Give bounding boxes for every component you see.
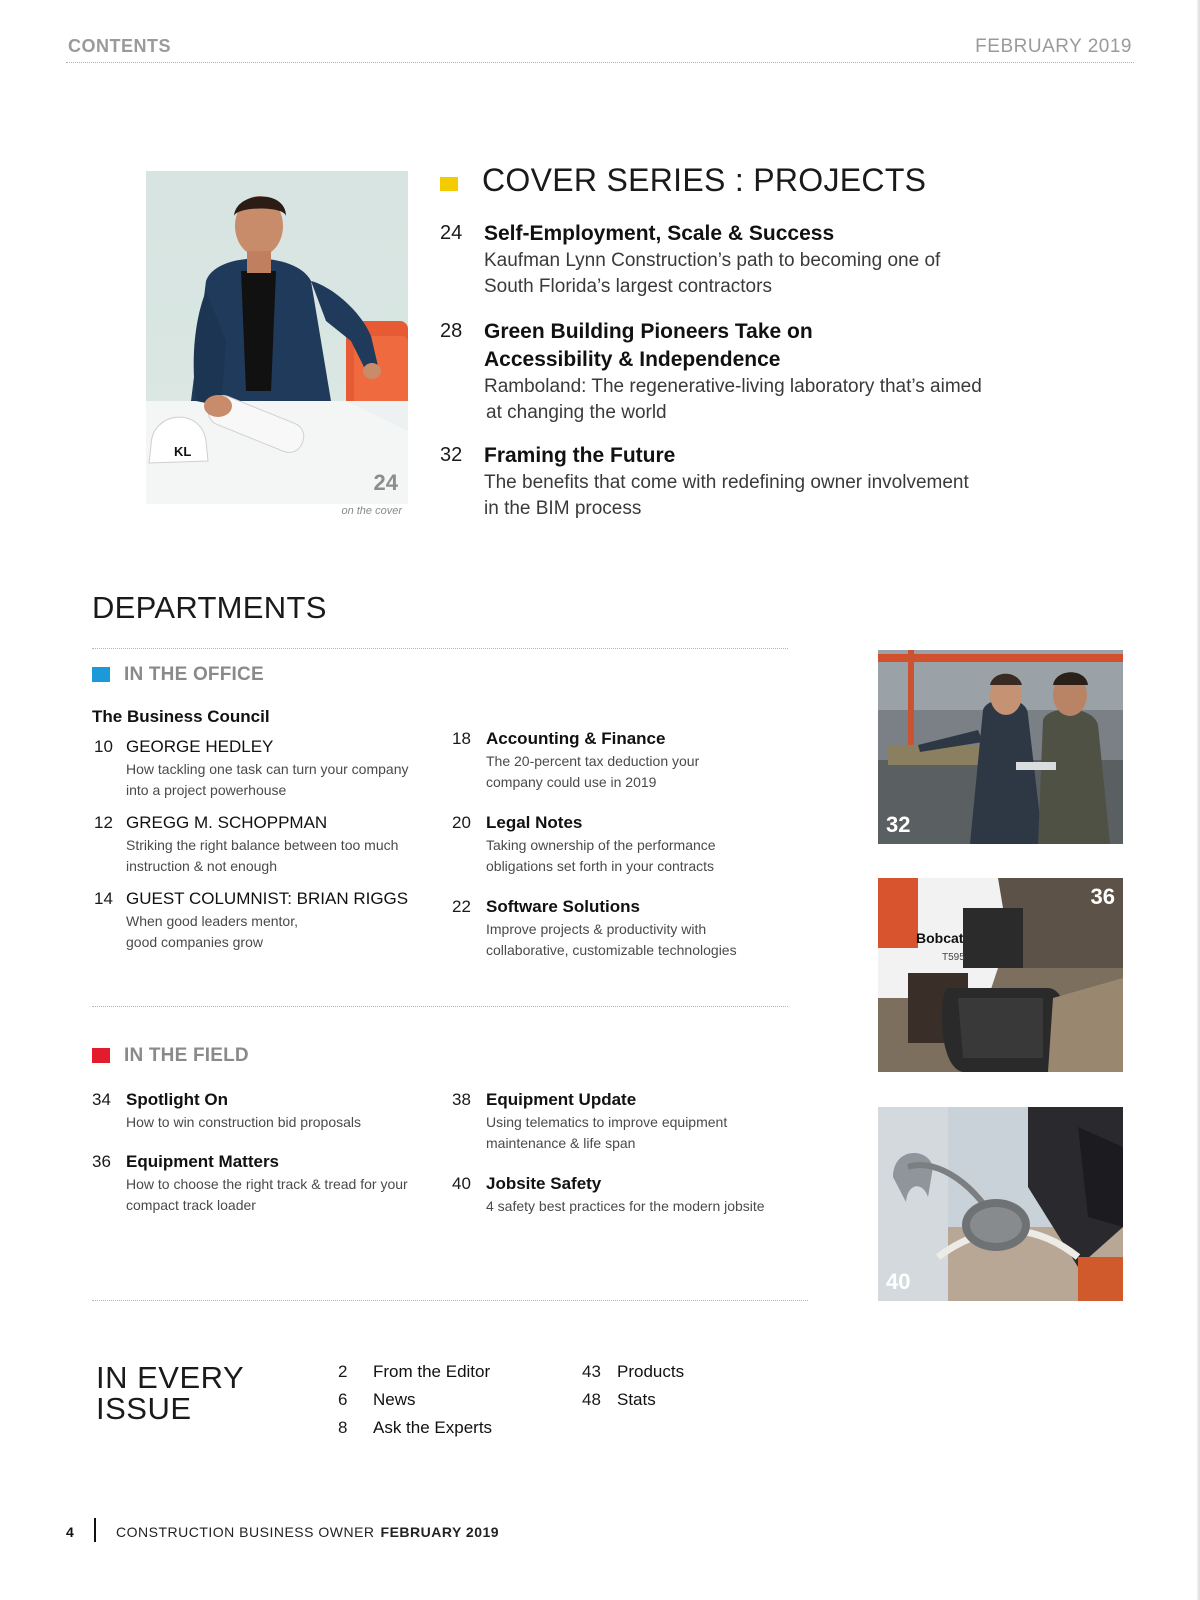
item-title: Software Solutions — [486, 897, 640, 916]
section-divider — [92, 1300, 808, 1301]
cover-illustration — [146, 171, 408, 504]
every-issue-page: 6 — [338, 1390, 348, 1409]
every-issue-page: 48 — [582, 1390, 601, 1409]
item-page-number: 40 — [452, 1174, 471, 1193]
item-title: GREGG M. SCHOPPMAN — [126, 813, 328, 832]
every-issue-label: Products — [617, 1362, 685, 1381]
story-page-number: 24 — [440, 222, 463, 244]
story-page-number: 32 — [440, 444, 463, 466]
item-title: Accounting & Finance — [486, 729, 666, 748]
every-issue-page: 2 — [338, 1362, 348, 1381]
item-page-number: 22 — [452, 897, 471, 916]
item-desc-line: Striking the right balance between too much — [126, 837, 399, 853]
every-issue-page: 43 — [582, 1362, 601, 1381]
item-desc-line: into a project powerhouse — [126, 782, 287, 798]
every-issue-title-line: IN EVERY — [96, 1360, 245, 1395]
section-divider — [92, 648, 788, 649]
cover-caption: on the cover — [341, 505, 402, 517]
every-issue-title-line: ISSUE — [96, 1391, 192, 1426]
track-loader-illustration — [878, 878, 1123, 1072]
section-divider — [92, 1006, 788, 1007]
photo-track-loader[interactable] — [878, 878, 1123, 1072]
story-desc-line: The benefits that come with redefining owner involvement — [484, 472, 969, 493]
bobcat-logo: Bobcat — [916, 930, 964, 946]
item-page-number: 38 — [452, 1090, 471, 1109]
story-title-line: Accessibility & Independence — [484, 348, 781, 371]
footer-date: FEBRUARY 2019 — [380, 1524, 500, 1540]
item-desc-line: How to win construction bid proposals — [126, 1114, 362, 1130]
cover-photo[interactable] — [146, 171, 408, 504]
story-desc-line: Kaufman Lynn Construction’s path to becoming one of — [484, 250, 941, 271]
section-label: CONTENTS — [68, 36, 171, 56]
header-divider — [66, 62, 1134, 63]
item-page-number: 14 — [94, 889, 113, 908]
item-desc-line: When good leaders mentor, — [126, 913, 298, 929]
item-desc-line: maintenance & life span — [486, 1135, 636, 1151]
item-desc-line: Using telematics to improve equipment — [486, 1114, 728, 1130]
every-issue-label: News — [373, 1390, 416, 1409]
story-desc-line: South Florida’s largest contractors — [484, 276, 772, 297]
cover-page-number: 24 — [373, 470, 398, 495]
footer-magazine — [116, 1524, 499, 1540]
story-title: Framing the Future — [484, 444, 676, 467]
photo-safety-harness[interactable] — [878, 1107, 1123, 1301]
safety-harness-illustration — [878, 1107, 1123, 1301]
item-page-number: 10 — [94, 737, 113, 756]
story-title: Self-Employment, Scale & Success — [484, 222, 835, 245]
cover-series-bullet — [440, 177, 458, 191]
item-desc-line: company could use in 2019 — [486, 774, 657, 790]
item-desc-line: instruction & not enough — [126, 858, 277, 874]
item-desc-line: How tackling one task can turn your company — [126, 761, 409, 777]
every-issue-label: Ask the Experts — [373, 1418, 493, 1437]
item-desc-line: How to choose the right track & tread for your — [126, 1176, 408, 1192]
every-issue-page: 8 — [338, 1418, 348, 1437]
every-issue-label: From the Editor — [373, 1362, 491, 1381]
workers-illustration — [878, 650, 1123, 844]
photo-workers[interactable] — [878, 650, 1123, 844]
item-page-number: 36 — [92, 1152, 111, 1171]
item-page-number: 34 — [92, 1090, 111, 1109]
item-desc-line: compact track loader — [126, 1197, 256, 1213]
every-issue-label: Stats — [617, 1390, 656, 1409]
footer-page-number: 4 — [66, 1524, 74, 1540]
story-desc-line: in the BIM process — [484, 498, 642, 519]
departments-title: DEPARTMENTS — [92, 590, 327, 625]
office-bullet — [92, 667, 110, 682]
item-title: Equipment Matters — [126, 1152, 280, 1171]
item-desc-line: good companies grow — [126, 934, 263, 950]
item-desc-line: Taking ownership of the performance — [486, 837, 716, 853]
item-page-number: 12 — [94, 813, 113, 832]
item-title: Jobsite Safety — [486, 1174, 602, 1193]
item-title: Spotlight On — [126, 1090, 228, 1109]
footer-divider — [94, 1518, 96, 1542]
office-section-label: IN THE OFFICE — [124, 664, 264, 685]
photo-page-number: 40 — [886, 1269, 911, 1294]
item-desc-line: Improve projects & productivity with — [486, 921, 707, 937]
field-bullet — [92, 1048, 110, 1063]
item-title: GUEST COLUMNIST: BRIAN RIGGS — [126, 889, 409, 908]
every-issue-title — [96, 1362, 244, 1424]
footer-magazine-name: CONSTRUCTION BUSINESS OWNER — [116, 1524, 375, 1540]
field-section-label: IN THE FIELD — [124, 1045, 249, 1066]
item-desc-line: The 20-percent tax deduction your — [486, 753, 700, 769]
cover-series-title: COVER SERIES : PROJECTS — [482, 162, 927, 198]
item-desc-line: obligations set forth in your contracts — [486, 858, 715, 874]
story-page-number: 28 — [440, 320, 463, 342]
loader-model: T595 — [942, 952, 965, 963]
item-title: Legal Notes — [486, 813, 583, 832]
item-page-number: 20 — [452, 813, 471, 832]
story-title-line: Green Building Pioneers Take on — [484, 320, 813, 343]
photo-page-number: 32 — [886, 812, 911, 837]
issue-date: FEBRUARY 2019 — [975, 36, 1132, 57]
photo-page-number: 36 — [1090, 884, 1115, 909]
story-desc-line: at changing the world — [486, 402, 667, 423]
item-page-number: 18 — [452, 729, 471, 748]
item-title: GEORGE HEDLEY — [126, 737, 274, 756]
item-desc-line: 4 safety best practices for the modern jobsite — [486, 1198, 765, 1214]
item-title: Equipment Update — [486, 1090, 637, 1109]
item-desc-line: collaborative, customizable technologies — [486, 942, 737, 958]
business-council-heading: The Business Council — [92, 707, 270, 726]
story-desc-line: Ramboland: The regenerative-living laboratory that’s aimed — [484, 376, 982, 397]
helmet-logo: KL — [174, 444, 192, 459]
